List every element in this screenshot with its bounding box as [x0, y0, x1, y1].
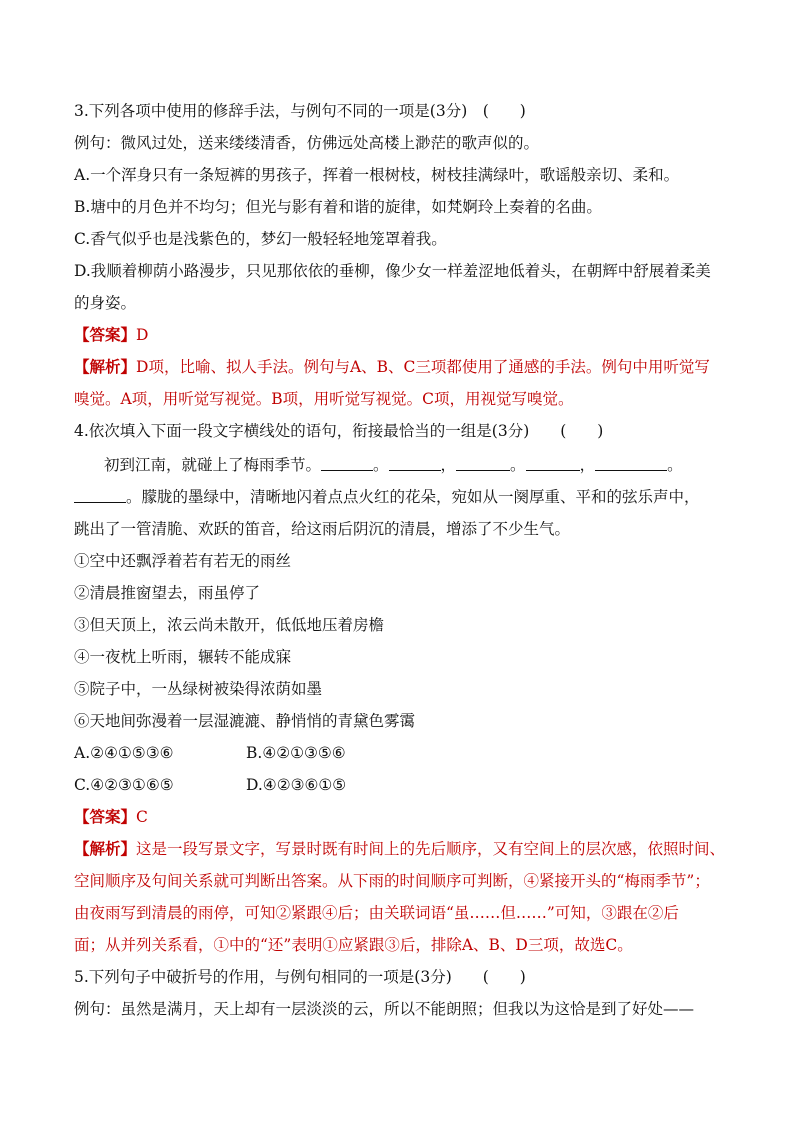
q4-passage-line1 [104, 455, 754, 475]
passage-text: 初到江南，就碰上了梅雨季节。 [104, 456, 322, 474]
analysis-tag: 【解析】 [74, 357, 137, 376]
q3-analysis-cont: 嗅觉。A项，用听觉写视觉。B项，用听觉写视觉。C项，用视觉写嗅觉。 [74, 390, 574, 408]
q4-item-6: ⑥天地间弥漫着一层湿漉漉、静悄悄的青黛色雾霭 [74, 712, 416, 730]
q3-option-d-cont: 的身姿。 [74, 294, 137, 312]
q4-item-2: ②清晨推窗望去，雨虽停了 [74, 584, 261, 602]
q4-analysis-cont-1: 空间顺序及句间关系就可判断出答案。从下雨的时间顺序可判断，④紧接开头的“梅雨季节”； [74, 872, 710, 890]
answer-value: C [136, 808, 148, 826]
q4-passage-line3: 跳出了一管清脆、欢跃的笛音，给这雨后阴沉的清晨，增添了不少生气。 [74, 520, 571, 538]
q4-option-c: C.④②③①⑥⑤ [74, 776, 174, 794]
answer-tag: 【答案】 [74, 325, 137, 344]
q4-item-1: ①空中还飘浮着若有若无的雨丝 [74, 552, 292, 570]
passage-text: 。朦胧的墨绿中，清晰地闪着点点火红的花朵，宛如从一阕厚重、平和的弦乐声中， [126, 488, 700, 506]
q4-stem: 4.依次填入下面一段文字横线处的语句，衔接最恰当的一组是(3分) ( ) [74, 422, 604, 440]
q3-example: 例句：微风过处，送来缕缕清香，仿佛远处高楼上渺茫的歌声似的。 [74, 134, 540, 152]
q3-stem: 3.下列各项中使用的修辞手法，与例句不同的一项是(3分) ( ) [74, 102, 526, 120]
q3-option-c: C.香气似乎也是浅紫色的，梦幻一般轻轻地笼罩着我。 [74, 230, 447, 248]
q4-item-4: ④一夜枕上听雨，辗转不能成寐 [74, 648, 292, 666]
q4-option-a: A.②④①⑤③⑥ [74, 744, 174, 762]
fill-blank-1[interactable] [321, 455, 373, 471]
q5-example: 例句：虽然是满月，天上却有一层淡淡的云，所以不能朗照；但我以为这恰是到了好处—— [74, 1000, 695, 1018]
answer-value: D [136, 326, 149, 344]
fill-blank-6[interactable] [74, 487, 126, 503]
fill-blank-4[interactable] [526, 455, 580, 471]
q4-answer [74, 807, 754, 827]
punct: 。 [667, 456, 683, 474]
q4-analysis-cont-3: 面；从并列关系看，①中的“还”表明①应紧跟③后，排除A、B、D三项，故选C。 [74, 936, 633, 954]
q3-option-d: D.我顺着柳荫小路漫步，只见那依依的垂柳，像少女一样羞涩地低着头，在朝辉中舒展着柔美 [74, 262, 711, 280]
punct: ， [440, 456, 457, 474]
q4-item-5: ⑤院子中，一丛绿树被染得浓荫如墨 [74, 680, 323, 698]
q5-stem: 5.下列句子中破折号的作用，与例句相同的一项是(3分) ( ) [74, 968, 526, 986]
q4-analysis-cont-2: 由夜雨写到清晨的雨停，可知②紧跟④后；由关联词语“虽……但……”可知，③跟在②后 [74, 904, 679, 922]
q3-answer [74, 325, 754, 345]
q4-option-b: B.④②①③⑤⑥ [246, 744, 346, 762]
q4-passage-line2 [74, 487, 754, 507]
q3-option-b: B.塘中的月色并不均匀；但光与影有着和谐的旋律，如梵婀玲上奏着的名曲。 [74, 198, 602, 216]
analysis-tag: 【解析】 [74, 839, 137, 858]
q4-option-d: D.④②③⑥①⑤ [246, 776, 347, 794]
q4-item-3: ③但天顶上，浓云尚未散开，低低地压着房檐 [74, 616, 385, 634]
punct: 。 [510, 456, 526, 474]
analysis-text: D项，比喻、拟人手法。例句与A、B、C三项都使用了通感的手法。例句中用听觉写 [136, 358, 710, 376]
fill-blank-5[interactable] [595, 455, 667, 471]
fill-blank-3[interactable] [456, 455, 510, 471]
analysis-text: 这是一段写景文字，写景时既有时间上的先后顺序，又有空间上的层次感，依照时间、 [136, 840, 726, 858]
q3-analysis [74, 357, 754, 377]
punct: 。 [373, 456, 389, 474]
punct: ， [579, 456, 596, 474]
answer-tag: 【答案】 [74, 807, 137, 826]
q4-analysis [74, 839, 754, 859]
fill-blank-2[interactable] [389, 455, 441, 471]
q3-option-a: A.一个浑身只有一条短裤的男孩子，挥着一根树枝，树枝挂满绿叶，歌谣般亲切、柔和。 [74, 166, 680, 184]
